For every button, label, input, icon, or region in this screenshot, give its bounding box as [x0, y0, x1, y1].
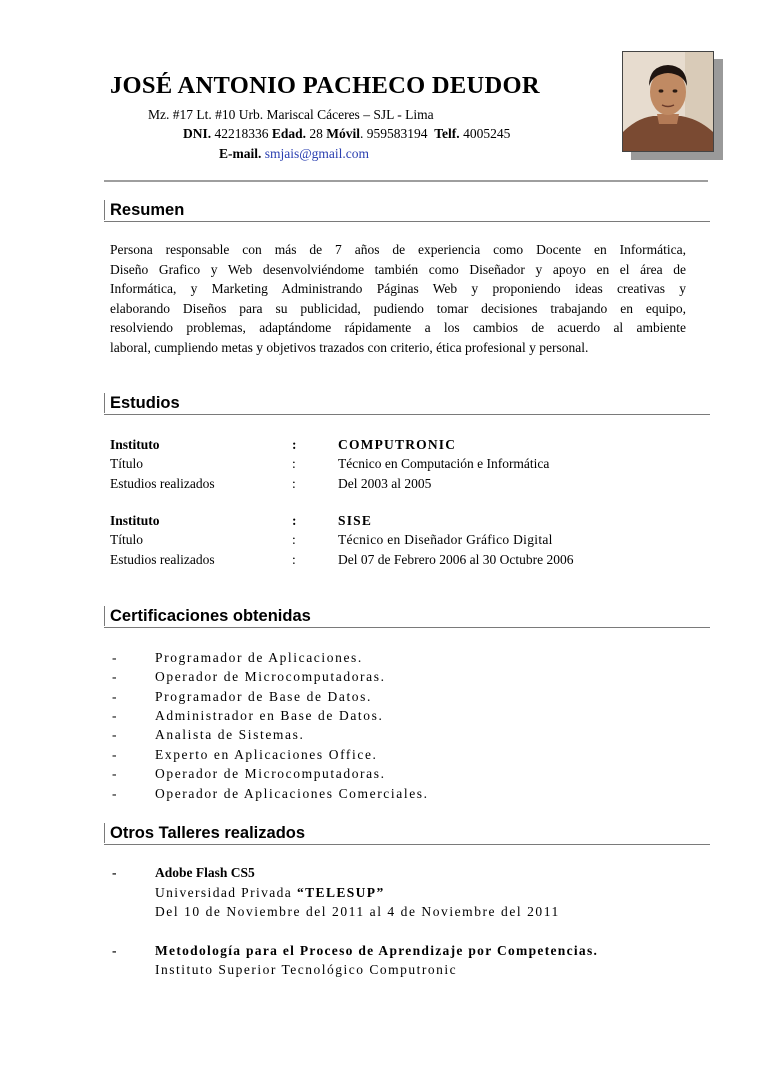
bullet: -	[112, 786, 117, 801]
section-tick	[104, 606, 105, 626]
cert-item: Analista de Sistemas.	[155, 727, 305, 742]
bullet: -	[112, 766, 117, 781]
instituto-label: Instituto	[110, 513, 160, 528]
section-rule	[104, 844, 710, 845]
section-rule	[104, 221, 710, 222]
titulo-label: Título	[110, 532, 143, 547]
taller-name: Adobe Flash CS5	[155, 865, 255, 880]
colon: :	[292, 437, 297, 452]
bullet: -	[112, 708, 117, 723]
colon: :	[292, 476, 296, 491]
colon: :	[292, 456, 296, 471]
section-tick	[104, 823, 105, 843]
taller-date: Del 10 de Noviembre del 2011 al 4 de Noviembre del 2011	[155, 904, 560, 919]
section-rule	[104, 414, 710, 415]
cert-item: Experto en Aplicaciones Office.	[155, 747, 378, 762]
telf-value: 4005245	[463, 126, 511, 141]
candidate-name: JOSÉ ANTONIO PACHECO DEUDOR	[110, 72, 540, 99]
email-link[interactable]: smjais@gmail.com	[264, 146, 370, 161]
bullet: -	[112, 669, 117, 684]
instituto-value: COMPUTRONIC	[338, 437, 457, 452]
summary-line: Informática, y Marketing Administrando Páginas Web y proponiendo ideas creativas y	[110, 281, 686, 296]
cert-item: Operador de Microcomputadoras.	[155, 766, 386, 781]
colon: :	[292, 513, 297, 528]
email-label: E-mail.	[219, 146, 262, 161]
header-divider	[104, 180, 708, 182]
titulo-value: Técnico en Computación e Informática	[338, 456, 550, 471]
profile-photo	[622, 51, 714, 152]
bullet: -	[112, 865, 117, 880]
section-tick	[104, 200, 105, 220]
summary-line: Diseño Grafico y Web desenvolviéndome también como Diseñador y apoyo en el área de	[110, 261, 686, 277]
bullet: -	[112, 727, 117, 742]
colon: :	[292, 532, 296, 547]
dni-value: 42218336	[214, 126, 269, 141]
section-title-talleres: Otros Talleres realizados	[110, 824, 306, 842]
summary-line: elaborando Diseños para su publicidad, pudiendo tomar decisiones trabajando en equipo,	[110, 300, 686, 316]
cert-item: Administrador en Base de Datos.	[155, 708, 384, 723]
dni-label: DNI.	[183, 126, 212, 141]
cert-item: Programador de Aplicaciones.	[155, 650, 363, 665]
address-line: Mz. #17 Lt. #10 Urb. Mariscal Cáceres – SJL - Lima	[148, 107, 434, 122]
cert-item: Operador de Microcomputadoras.	[155, 669, 386, 684]
taller-org	[155, 885, 385, 901]
estudios-value: Del 2003 al 2005	[338, 476, 432, 491]
section-title-certificaciones: Certificaciones obtenidas	[110, 607, 311, 625]
cert-item: Operador de Aplicaciones Comerciales.	[155, 786, 429, 801]
section-rule	[104, 627, 710, 628]
taller-org-name: “TELESUP”	[296, 885, 385, 900]
taller-org-prefix: Universidad Privada	[155, 885, 297, 900]
colon: :	[292, 552, 296, 567]
edad-value: 28	[309, 126, 323, 141]
bullet: -	[112, 943, 117, 958]
instituto-label: Instituto	[110, 437, 160, 452]
cert-item: Programador de Base de Datos.	[155, 689, 372, 704]
section-tick	[104, 393, 105, 413]
telf-label: Telf.	[434, 126, 460, 141]
bullet: -	[112, 747, 117, 762]
portrait-illustration	[623, 52, 713, 151]
section-title-estudios: Estudios	[110, 394, 180, 412]
movil-value: . 959583194	[360, 126, 428, 141]
summary-line: resolviendo problemas, adaptándome rápidamente a los cambios de acuerdo al ambiente	[110, 320, 686, 335]
movil-label: Móvil	[326, 126, 361, 141]
instituto-value: SISE	[338, 513, 373, 528]
summary-line: laboral, cumpliendo metas y objetivos trazados con criterio, ética profesional y personal.	[110, 339, 589, 355]
titulo-label: Título	[110, 456, 143, 471]
edad-label: Edad.	[271, 126, 307, 141]
estudios-value: Del 07 de Febrero 2006 al 30 Octubre 2006	[338, 552, 574, 567]
titulo-value: Técnico en Diseñador Gráfico Digital	[338, 532, 553, 547]
taller-name: Metodología para el Proceso de Aprendizaje por Competencias.	[155, 943, 599, 958]
bullet: -	[112, 650, 117, 665]
estudios-label: Estudios realizados	[110, 476, 215, 491]
estudios-label: Estudios realizados	[110, 552, 215, 567]
section-title-resumen: Resumen	[110, 201, 185, 219]
bullet: -	[112, 689, 117, 704]
id-phone-line	[183, 126, 510, 142]
email-line	[219, 146, 369, 162]
summary-line: Persona responsable con más de 7 años de experiencia como Docente en Informática,	[110, 242, 686, 257]
summary-paragraph	[110, 240, 686, 357]
taller-org: Instituto Superior Tecnológico Computronic	[155, 962, 458, 977]
